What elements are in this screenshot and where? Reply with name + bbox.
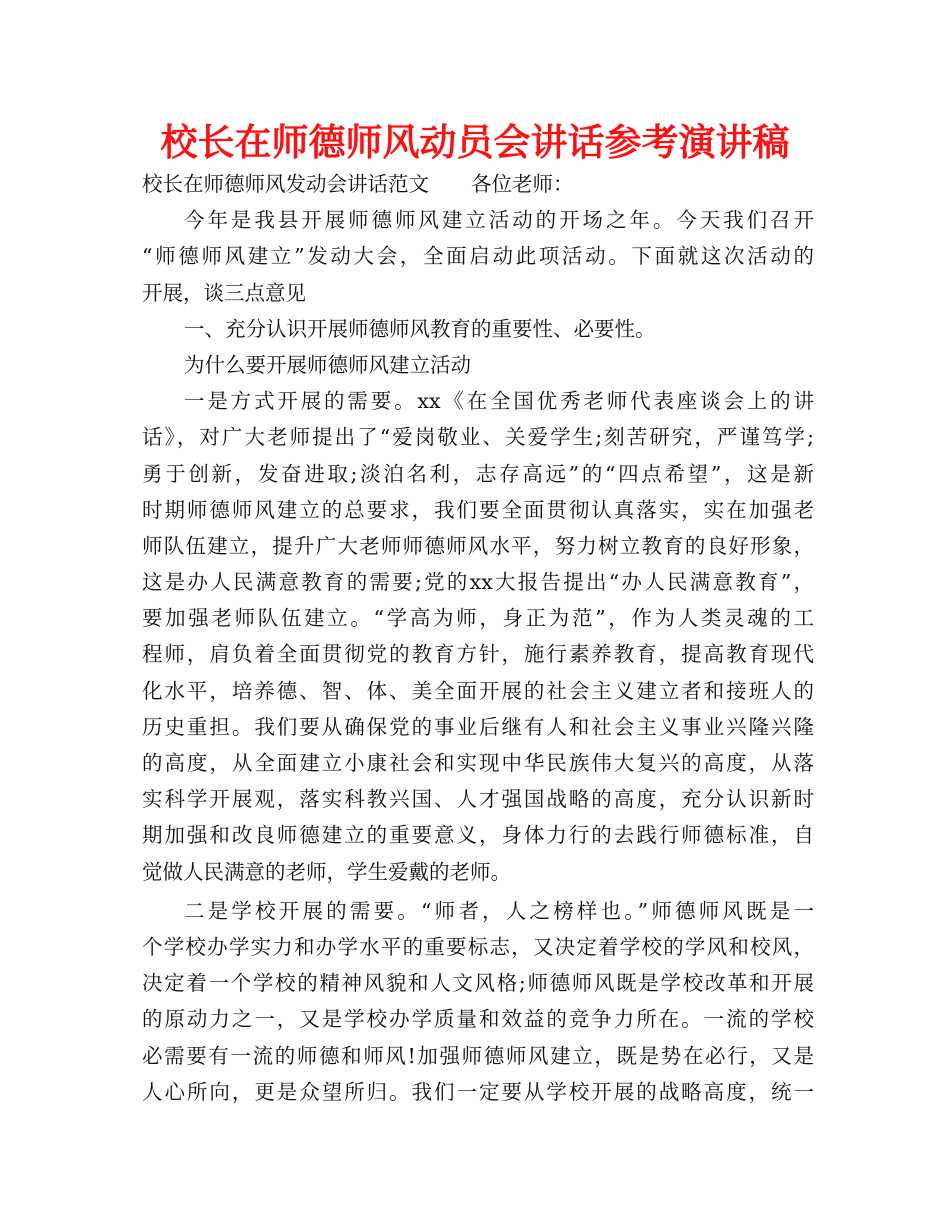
- paragraph-line: “师德师风建立”发动大会，全面启动此项活动。下面就这次活动的: [142, 244, 814, 269]
- paragraph-line: 觉做人民满意的老师，学生爱戴的老师。: [142, 859, 511, 884]
- paragraph-line: 一是方式开展的需要。xx《在全国优秀老师代表座谈会上的讲: [184, 389, 814, 414]
- paragraph-line: 时期师德师风建立的总要求，我们要全面贯彻认真落实，实在加强老: [142, 497, 814, 522]
- paragraph-line: 要加强老师队伍建立。“学高为师，身正为范”，作为人类灵魂的工: [142, 606, 814, 631]
- heading-line: 一、充分认识开展师德师风教育的重要性、必要性。: [184, 316, 656, 341]
- paragraph-line: 期加强和改良师德建立的重要意义，身体力行的去践行师德标准，自: [142, 823, 814, 848]
- paragraph-line: 师队伍建立，提升广大老师师德师风水平，努力树立教育的良好形象，: [142, 533, 814, 558]
- paragraph-line: 开展，谈三点意见: [142, 280, 306, 305]
- paragraph-line: 这是办人民满意教育的需要;党的xx大报告提出“办人民满意教育”，: [142, 570, 814, 595]
- subtitle-left: 校长在师德师风发动会讲话范文: [142, 172, 429, 196]
- paragraph-line: 勇于创新，发奋进取;淡泊名利，志存高远”的“四点希望”，这是新: [142, 461, 814, 486]
- paragraph-line: 今年是我县开展师德师风建立活动的开场之年。今天我们召开: [184, 208, 814, 233]
- paragraph-line: 决定着一个学校的精神风貌和人文风格;师德师风既是学校改革和开展: [142, 971, 814, 996]
- paragraph-line: 程师，肩负着全面贯彻党的教育方针，施行素养教育，提高教育现代: [142, 642, 814, 667]
- paragraph-line: 实科学开展观，落实科教兴国、人才强国战略的高度，充分认识新时: [142, 787, 814, 812]
- paragraph-line: 为什么要开展师德师风建立活动: [184, 352, 471, 377]
- paragraph-line: 个学校办学实力和办学水平的重要标志，又决定着学校的学风和校风，: [142, 934, 814, 959]
- document-title: 校长在师德师风动员会讲话参考演讲稿: [160, 121, 790, 164]
- paragraph-line: 人心所向，更是众望所归。我们一定要从学校开展的战略高度，统一: [142, 1079, 814, 1104]
- paragraph-line: 的高度，从全面建立小康社会和实现中华民族伟大复兴的高度，从落: [142, 751, 814, 775]
- paragraph-line: 历史重担。我们要从确保党的事业后继有人和社会主义事业兴隆兴隆: [142, 714, 814, 739]
- paragraph-line: 的原动力之一，又是学校办学质量和效益的竞争力所在。一流的学校: [142, 1007, 814, 1032]
- subtitle-line: [142, 166, 814, 202]
- paragraph-line: 必需要有一流的师德和师风!加强师德师风建立，既是势在必行，又是: [142, 1043, 814, 1068]
- subtitle-right: 各位老师：: [471, 172, 574, 196]
- paragraph-line: 二是学校开展的需要。“师者，人之榜样也。”师德师风既是一: [184, 898, 814, 923]
- document-body: [142, 166, 814, 1110]
- paragraph-line: 话》，对广大老师提出了“爱岗敬业、关爱学生;刻苦研究，严谨笃学;: [142, 425, 814, 450]
- paragraph-line: 化水平，培养德、智、体、美全面开展的社会主义建立者和接班人的: [142, 678, 814, 703]
